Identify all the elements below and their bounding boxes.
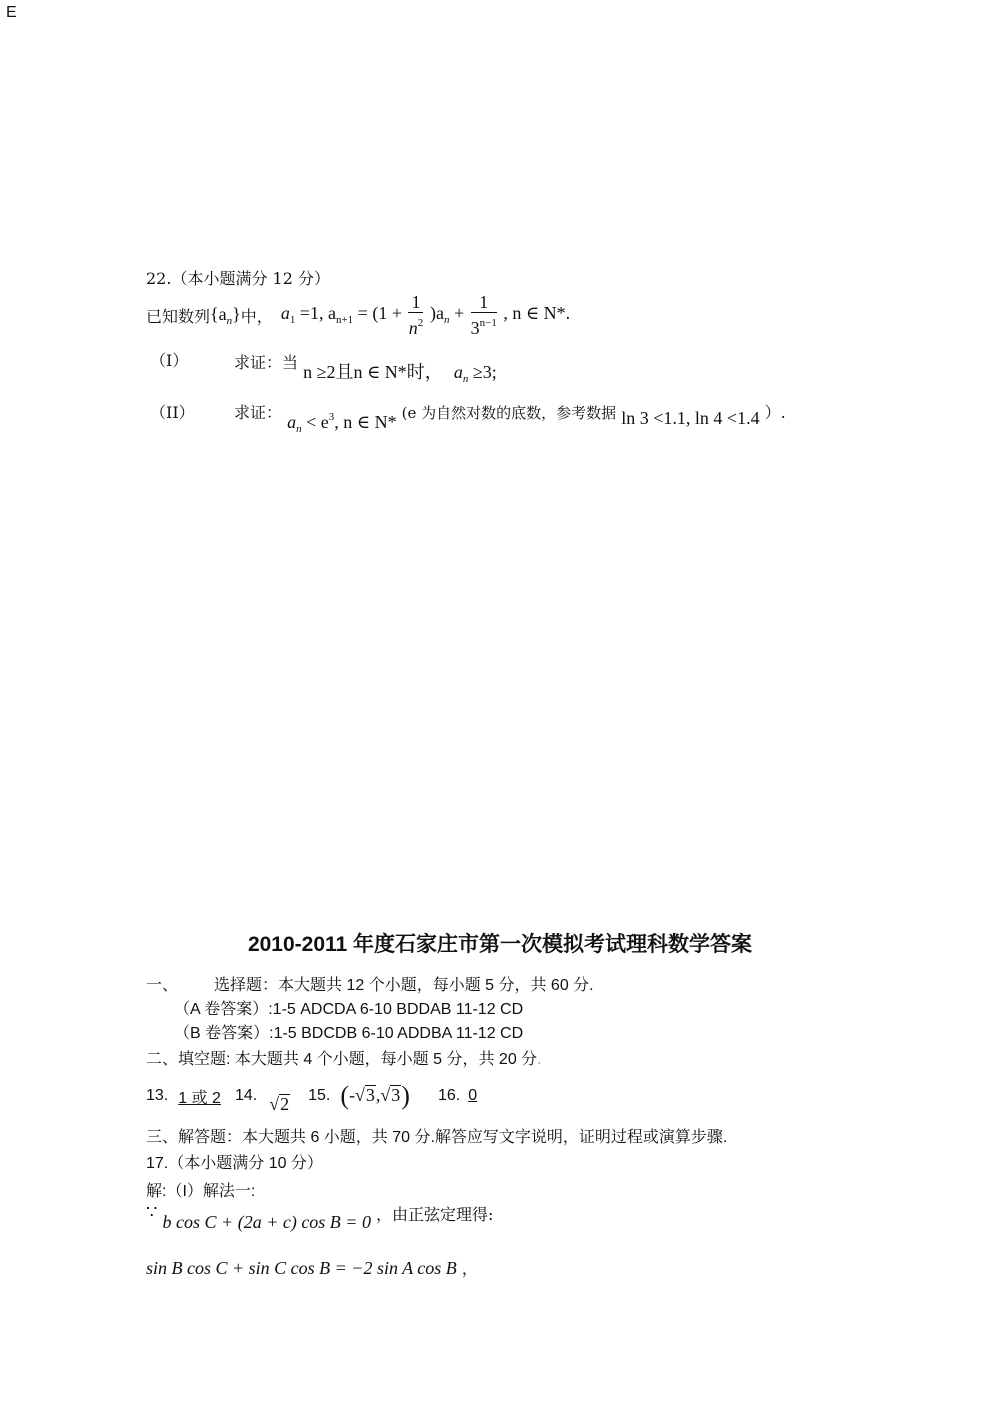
q15-answer: (-√3,√3) <box>340 1081 410 1110</box>
section-1-text: 选择题：本大题共 12 个小题，每小题 5 分，共 60 分. <box>214 977 594 994</box>
q17-heading: 17.（本小题满分 10 分） <box>146 1155 323 1172</box>
section-3-text: 三、解答题：本大题共 6 小题，共 70 分.解答应写文字说明，证明过程或演算步骤. <box>146 1129 728 1146</box>
page-corner-mark: E <box>6 4 17 21</box>
q15-label: 15. <box>308 1087 331 1104</box>
equation-1: b cos C + (2a + c) cos B = 0 <box>162 1212 371 1232</box>
recurrence-formula: $a_1 =1$, $a_{n+1} = (1$ + $\frac{1}{n^2}$ )$a_n$ + $\frac{1}{3^{n-1}}$ , n ∈ N*. <box>280 292 571 338</box>
intro-text: 已知数列 <box>146 306 211 326</box>
section-1-number: 一、 <box>146 977 179 994</box>
part-1-label: （I） <box>150 351 189 370</box>
answer-key-a: （A 卷答案）:1-5 ADCDA 6-10 BDDAB 11-12 CD <box>174 1001 524 1018</box>
equation-2-tail: ， <box>461 1259 478 1278</box>
section-2-text: 二、填空题: 本大题共 4 个小题，每小题 5 分，共 20 分. <box>146 1051 542 1068</box>
intro-mid: 中， <box>240 306 273 326</box>
fill-in-answers <box>146 1076 477 1116</box>
q13-label: 13. <box>146 1087 169 1104</box>
part-2-label: （II） <box>150 403 195 422</box>
solution-line-2 <box>146 1256 478 1279</box>
fraction-1-over-3-power: $\frac{1}{3^{n-1}}$ <box>470 292 497 338</box>
problem-22-statement <box>146 290 570 340</box>
q14-answer: √2 <box>269 1093 290 1114</box>
solution-line-1 <box>146 1202 494 1232</box>
q16-answer: 0 <box>468 1087 478 1104</box>
q13-answer: 1 或 2 <box>178 1089 221 1107</box>
because-symbol: ∵ <box>146 1202 158 1223</box>
part-1-statement: 求证：当 n ≥2且n ∈ N*时， $a_n \ge 3$; <box>234 353 497 385</box>
equation-1-tail: ，由正弦定理得: <box>376 1205 494 1224</box>
solution-intro: 解:（I）解法一: <box>146 1183 256 1200</box>
problem-22-heading: 22.（本小题满分 12 分） <box>146 269 330 288</box>
answers-title: 2010-2011 年度石家庄市第一次模拟考试理科数学答案 <box>247 933 753 956</box>
fraction-1-over-n-squared: $\frac{1}{n^2}$ <box>408 292 424 338</box>
sequence-name: $\{a_n\}$ <box>210 303 241 327</box>
q14-label: 14. <box>234 1087 258 1104</box>
q16-label: 16. <box>437 1087 461 1104</box>
part-2-statement: 求证： $a_n < e^3$, n ∈ N* (e 为自然对数的底数，参考数据 ln 3 <1.1, ln 4 <1.4 ）. <box>234 403 786 435</box>
equation-2: sin B cos C + sin C cos B = −2 sin A cos B <box>146 1258 457 1278</box>
answer-key-b: （B 卷答案）:1-5 BDCDB 6-10 ADDBA 11-12 CD <box>174 1025 524 1042</box>
